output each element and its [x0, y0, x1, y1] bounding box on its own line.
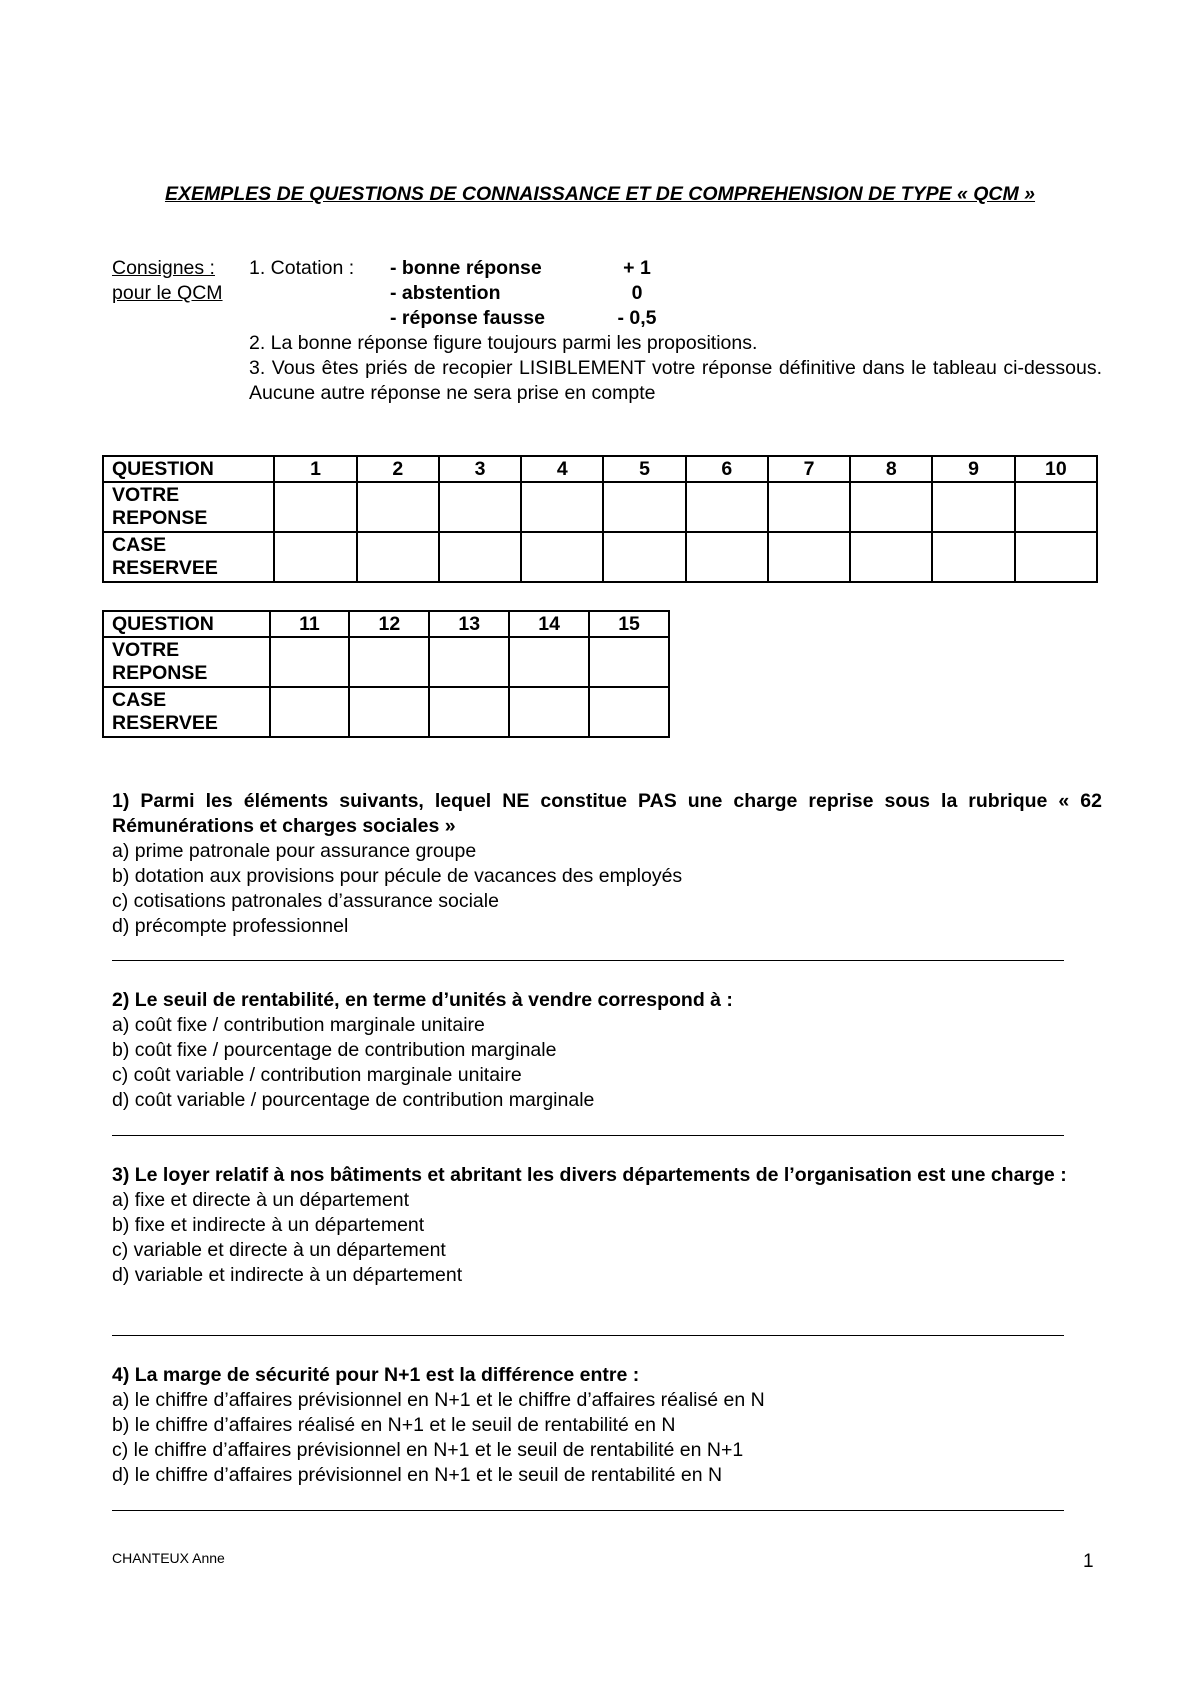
reserved-cell: [603, 532, 685, 582]
answer-cell[interactable]: [274, 482, 356, 532]
answer-cell[interactable]: [589, 637, 669, 687]
rule-2: 2. La bonne réponse figure toujours parmi les propositions.: [249, 332, 758, 354]
question-number: 12: [349, 611, 429, 637]
option: d) coût variable / pourcentage de contribution marginale: [112, 1089, 595, 1111]
answer-cell[interactable]: [686, 482, 768, 532]
reserved-cell: [270, 687, 350, 737]
question-number: 11: [270, 611, 350, 637]
reserved-cell: [429, 687, 509, 737]
option: b) le chiffre d’affaires réalisé en N+1 et le seuil de rentabilité en N: [112, 1414, 676, 1436]
answer-table-1: [102, 455, 1098, 583]
answer-cell[interactable]: [603, 482, 685, 532]
option: a) coût fixe / contribution marginale unitaire: [112, 1014, 485, 1036]
scoring-value: 0: [631, 282, 643, 304]
question-title: 2) Le seuil de rentabilité, en terme d’unités à vendre correspond à :: [112, 989, 733, 1011]
option: c) le chiffre d’affaires prévisionnel en N+1 et le seuil de rentabilité en N+1: [112, 1439, 744, 1461]
question-title: 4) La marge de sécurité pour N+1 est la différence entre :: [112, 1364, 640, 1386]
page-title: EXEMPLES DE QUESTIONS DE CONNAISSANCE ET DE COMPREHENSION DE TYPE « QCM »: [164, 183, 1036, 205]
reserved-cell: [357, 532, 439, 582]
question-title: 3) Le loyer relatif à nos bâtiments et abritant les divers départements de l’organisation est une charge :: [112, 1164, 1067, 1186]
answer-row-label: VOTRE REPONSE: [103, 482, 274, 532]
answer-table-2: [102, 610, 670, 738]
reserved-row-label: CASE RESERVEE: [103, 532, 274, 582]
option: d) variable et indirecte à un département: [112, 1264, 463, 1286]
option: d) précompte professionnel: [112, 915, 349, 937]
option: a) fixe et directe à un département: [112, 1189, 410, 1211]
reserved-cell: [521, 532, 603, 582]
table-header: QUESTION: [103, 456, 274, 482]
question-number: 9: [932, 456, 1014, 482]
question-number: 1: [274, 456, 356, 482]
instructions-label: Consignes :: [112, 257, 215, 279]
scoring-label: - abstention: [390, 282, 501, 304]
answer-row-label: VOTRE REPONSE: [103, 637, 270, 687]
question-2: [112, 988, 1102, 1113]
question-number: 7: [768, 456, 850, 482]
answer-cell[interactable]: [429, 637, 509, 687]
instructions-label-2: pour le QCM: [112, 282, 223, 304]
reserved-cell: [509, 687, 589, 737]
answer-cell[interactable]: [439, 482, 521, 532]
scoring-value: + 1: [623, 257, 651, 279]
rule-3: 3. Vous êtes priés de recopier LISIBLEMENT votre réponse définitive dans le tableau ci-dessous. Aucune autre réponse ne sera prise en compte: [249, 357, 1102, 404]
reserved-cell: [850, 532, 932, 582]
reserved-cell: [932, 532, 1014, 582]
question-number: 2: [357, 456, 439, 482]
answer-cell[interactable]: [1015, 482, 1097, 532]
reserved-cell: [439, 532, 521, 582]
reserved-cell: [274, 532, 356, 582]
option: c) cotisations patronales d’assurance sociale: [112, 890, 499, 912]
footer-author: CHANTEUX Anne: [112, 1550, 225, 1566]
reserved-cell: [768, 532, 850, 582]
option: a) prime patronale pour assurance groupe: [112, 840, 477, 862]
reserved-cell: [349, 687, 429, 737]
question-number: 5: [603, 456, 685, 482]
scoring-label: - réponse fausse: [390, 307, 545, 329]
question-3: [112, 1163, 1102, 1288]
answer-cell[interactable]: [768, 482, 850, 532]
answer-cell[interactable]: [850, 482, 932, 532]
answer-cell[interactable]: [509, 637, 589, 687]
answer-cell[interactable]: [932, 482, 1014, 532]
question-number: 8: [850, 456, 932, 482]
option: b) dotation aux provisions pour pécule de vacances des employés: [112, 865, 683, 887]
question-4: [112, 1363, 1102, 1488]
reserved-cell: [1015, 532, 1097, 582]
option: d) le chiffre d’affaires prévisionnel en N+1 et le seuil de rentabilité en N: [112, 1464, 723, 1486]
answer-cell[interactable]: [349, 637, 429, 687]
page-number: 1: [1083, 1551, 1094, 1572]
reserved-cell: [589, 687, 669, 737]
table-header: QUESTION: [103, 611, 270, 637]
option: b) coût fixe / pourcentage de contribution marginale: [112, 1039, 557, 1061]
reserved-row-label: CASE RESERVEE: [103, 687, 270, 737]
divider: [112, 1510, 1064, 1511]
divider: [112, 960, 1064, 961]
question-number: 10: [1015, 456, 1097, 482]
question-title: 1) Parmi les éléments suivants, lequel NE constitue PAS une charge reprise sous la rubrique « 62 Rémunérations et charges sociales »: [112, 790, 1102, 837]
question-number: 14: [509, 611, 589, 637]
question-number: 15: [589, 611, 669, 637]
scoring-value: - 0,5: [617, 307, 657, 329]
answer-cell[interactable]: [521, 482, 603, 532]
question-1: [112, 789, 1102, 939]
cotation-label: 1. Cotation :: [249, 257, 355, 279]
divider: [112, 1335, 1064, 1336]
divider: [112, 1135, 1064, 1136]
option: a) le chiffre d’affaires prévisionnel en N+1 et le chiffre d’affaires réalisé en N: [112, 1389, 765, 1411]
reserved-cell: [686, 532, 768, 582]
question-number: 13: [429, 611, 509, 637]
option: c) coût variable / contribution marginale unitaire: [112, 1064, 522, 1086]
option: b) fixe et indirecte à un département: [112, 1214, 425, 1236]
answer-cell[interactable]: [357, 482, 439, 532]
answer-cell[interactable]: [270, 637, 350, 687]
question-number: 4: [521, 456, 603, 482]
question-number: 3: [439, 456, 521, 482]
question-number: 6: [686, 456, 768, 482]
scoring-label: - bonne réponse: [390, 257, 542, 279]
option: c) variable et directe à un département: [112, 1239, 446, 1261]
